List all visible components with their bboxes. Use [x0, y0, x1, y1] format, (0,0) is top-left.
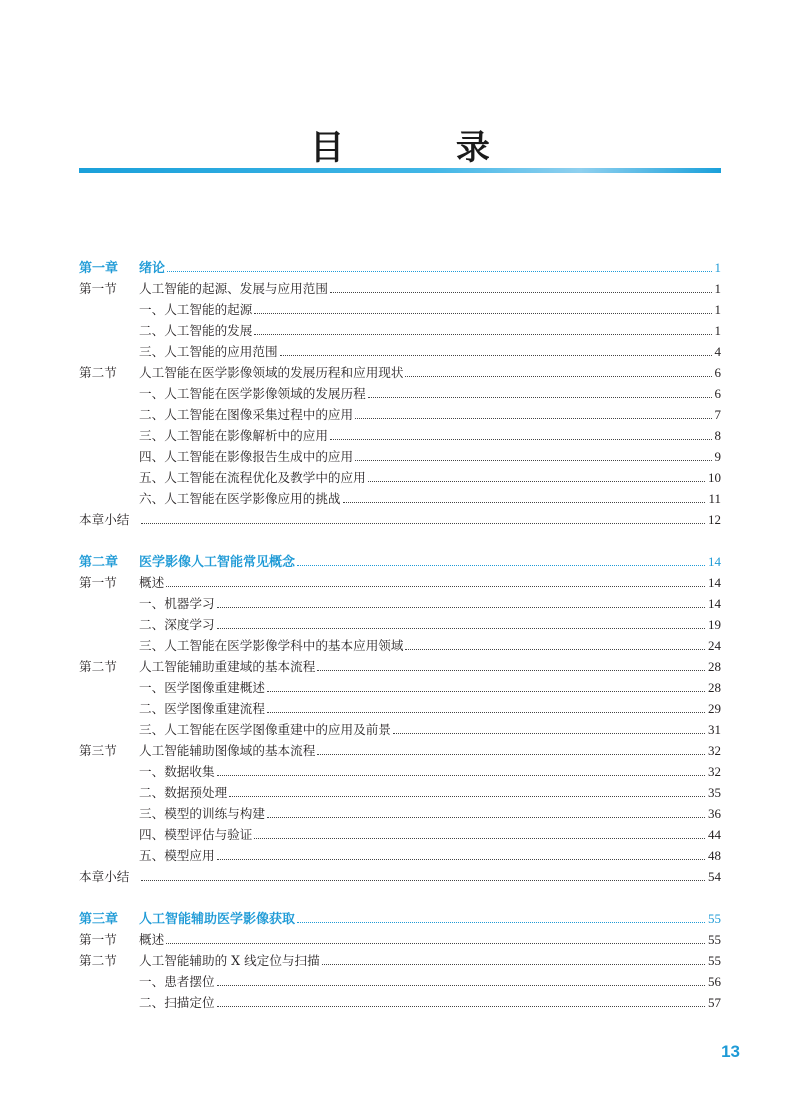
toc-entry-title: 一、医学图像重建概述 — [139, 680, 265, 695]
toc-entry-label: 第二节 — [79, 365, 117, 380]
dot-leader — [217, 859, 705, 860]
dot-leader — [330, 439, 712, 440]
toc-section-entry[interactable] — [79, 740, 721, 761]
toc-entry-title: 人工智能辅助重建域的基本流程 — [139, 659, 316, 674]
dot-leader — [267, 712, 705, 713]
dot-leader — [254, 334, 711, 335]
toc-entry-page: 48 — [708, 848, 721, 863]
toc-sub-entry[interactable] — [79, 635, 721, 656]
toc-sub-entry[interactable] — [79, 446, 721, 467]
toc-entry-page: 31 — [708, 722, 721, 737]
toc-entry-page: 19 — [708, 617, 721, 632]
toc-entry-title: 二、深度学习 — [139, 617, 215, 632]
toc-entry-page: 55 — [708, 932, 721, 947]
toc-section-entry[interactable] — [79, 950, 721, 971]
page-number: 13 — [721, 1042, 740, 1061]
toc-sub-entry[interactable] — [79, 320, 721, 341]
toc-entry-page: 44 — [708, 827, 721, 842]
toc-section-entry[interactable] — [79, 572, 721, 593]
dot-leader — [355, 418, 711, 419]
toc-entry-label: 本章小结 — [79, 512, 130, 527]
toc-entry-page: 10 — [708, 470, 721, 485]
toc-entry-title: 五、模型应用 — [139, 848, 215, 863]
toc-summary-entry[interactable] — [79, 866, 721, 887]
toc-entry-page: 36 — [708, 806, 721, 821]
toc-entry-title: 概述 — [139, 575, 165, 590]
title-divider — [79, 168, 721, 173]
table-of-contents — [79, 257, 721, 1013]
toc-entry-title: 三、人工智能在医学影像学科中的基本应用领域 — [139, 638, 404, 653]
toc-entry-page: 14 — [708, 575, 721, 590]
toc-entry-page: 14 — [708, 596, 721, 611]
toc-sub-entry[interactable] — [79, 593, 721, 614]
toc-entry-title: 一、人工智能的起源 — [139, 302, 253, 317]
toc-entry-title: 三、人工智能在医学图像重建中的应用及前景 — [139, 722, 391, 737]
toc-entry-page: 35 — [708, 785, 721, 800]
dot-leader — [217, 628, 705, 629]
toc-entry-title: 一、人工智能在医学影像领域的发展历程 — [139, 386, 366, 401]
toc-chapter-entry[interactable] — [79, 257, 721, 278]
toc-spacer — [79, 887, 721, 908]
toc-sub-entry[interactable] — [79, 299, 721, 320]
toc-chapter-entry[interactable] — [79, 908, 721, 929]
toc-entry-page: 57 — [708, 995, 721, 1010]
toc-entry-page: 14 — [708, 554, 721, 569]
toc-entry-page: 32 — [708, 764, 721, 779]
toc-entry-title: 二、扫描定位 — [139, 995, 215, 1010]
dot-leader — [166, 586, 705, 587]
dot-leader — [217, 775, 705, 776]
dot-leader — [254, 313, 711, 314]
toc-entry-title: 二、数据预处理 — [139, 785, 228, 800]
toc-entry-page: 12 — [708, 512, 721, 527]
toc-sub-entry[interactable] — [79, 698, 721, 719]
toc-sub-entry[interactable] — [79, 383, 721, 404]
toc-entry-label: 第一节 — [79, 281, 117, 296]
dot-leader — [267, 691, 705, 692]
dot-leader — [280, 355, 712, 356]
dot-leader — [405, 376, 711, 377]
toc-entry-title: 四、人工智能在影像报告生成中的应用 — [139, 449, 354, 464]
toc-entry-label: 第二节 — [79, 953, 117, 968]
toc-entry-label: 第三节 — [79, 743, 117, 758]
toc-sub-entry[interactable] — [79, 845, 721, 866]
toc-entry-title: 人工智能在医学影像领域的发展历程和应用现状 — [139, 365, 404, 380]
toc-entry-title: 二、人工智能的发展 — [139, 323, 253, 338]
dot-leader — [355, 460, 711, 461]
toc-entry-title: 一、机器学习 — [139, 596, 215, 611]
toc-entry-title: 人工智能辅助图像域的基本流程 — [139, 743, 316, 758]
toc-entry-title: 三、人工智能的应用范围 — [139, 344, 278, 359]
toc-entry-page: 32 — [708, 743, 721, 758]
toc-entry-title: 绪论 — [139, 261, 166, 276]
dot-leader — [141, 523, 705, 524]
toc-entry-title: 三、人工智能在影像解析中的应用 — [139, 428, 328, 443]
toc-section-entry[interactable] — [79, 929, 721, 950]
dot-leader — [217, 985, 705, 986]
toc-entry-label: 第二节 — [79, 659, 117, 674]
toc-entry-page: 1 — [714, 281, 721, 296]
toc-entry-label: 第一节 — [79, 575, 117, 590]
dot-leader — [368, 481, 705, 482]
toc-entry-page: 8 — [714, 428, 721, 443]
toc-entry-page: 28 — [708, 659, 721, 674]
toc-entry-page: 55 — [708, 911, 721, 926]
toc-entry-page: 55 — [708, 953, 721, 968]
toc-entry-page: 29 — [708, 701, 721, 716]
toc-entry-title: 人工智能的起源、发展与应用范围 — [139, 281, 328, 296]
toc-entry-page: 24 — [708, 638, 721, 653]
toc-sub-entry[interactable] — [79, 614, 721, 635]
toc-entry-title: 医学影像人工智能常见概念 — [139, 555, 296, 570]
dot-leader — [368, 397, 712, 398]
page-title: 目 录 — [310, 128, 540, 168]
toc-sub-entry[interactable] — [79, 761, 721, 782]
toc-entry-page: 11 — [708, 491, 721, 506]
dot-leader — [229, 796, 705, 797]
toc-spacer — [79, 530, 721, 551]
dot-leader — [317, 754, 705, 755]
toc-sub-entry[interactable] — [79, 719, 721, 740]
toc-entry-title: 四、模型评估与验证 — [139, 827, 253, 842]
toc-entry-label: 第三章 — [79, 912, 119, 927]
toc-chapter-entry[interactable] — [79, 551, 721, 572]
dot-leader — [297, 922, 705, 923]
toc-entry-title: 一、患者摆位 — [139, 974, 215, 989]
toc-sub-entry[interactable] — [79, 425, 721, 446]
toc-sub-entry[interactable] — [79, 824, 721, 845]
toc-entry-page: 4 — [714, 344, 721, 359]
toc-entry-page: 1 — [714, 260, 721, 275]
dot-leader — [267, 817, 705, 818]
toc-entry-page: 56 — [708, 974, 721, 989]
dot-leader — [317, 670, 705, 671]
dot-leader — [141, 880, 705, 881]
dot-leader — [405, 649, 705, 650]
toc-entry-title: 二、医学图像重建流程 — [139, 701, 265, 716]
toc-sub-entry[interactable] — [79, 803, 721, 824]
dot-leader — [217, 607, 705, 608]
dot-leader — [217, 1006, 705, 1007]
toc-entry-label: 第一章 — [79, 261, 119, 276]
dot-leader — [393, 733, 705, 734]
toc-sub-entry[interactable] — [79, 404, 721, 425]
toc-entry-page: 1 — [714, 302, 721, 317]
toc-entry-label: 第一节 — [79, 932, 117, 947]
dot-leader — [167, 271, 711, 272]
toc-entry-page: 28 — [708, 680, 721, 695]
toc-sub-entry[interactable] — [79, 971, 721, 992]
toc-entry-page: 54 — [708, 869, 721, 884]
toc-entry-title: 六、人工智能在医学影像应用的挑战 — [139, 491, 341, 506]
toc-summary-entry[interactable] — [79, 509, 721, 530]
toc-entry-page: 9 — [714, 449, 721, 464]
toc-entry-title: 一、数据收集 — [139, 764, 215, 779]
toc-section-entry[interactable] — [79, 656, 721, 677]
dot-leader — [322, 964, 705, 965]
toc-entry-label: 第二章 — [79, 555, 119, 570]
dot-leader — [330, 292, 712, 293]
toc-entry-title: 人工智能辅助医学影像获取 — [139, 912, 296, 927]
dot-leader — [166, 943, 705, 944]
dot-leader — [297, 565, 705, 566]
toc-sub-entry[interactable] — [79, 782, 721, 803]
toc-section-entry[interactable] — [79, 278, 721, 299]
dot-leader — [254, 838, 705, 839]
toc-entry-title: 三、模型的训练与构建 — [139, 806, 265, 821]
toc-entry-page: 7 — [714, 407, 721, 422]
toc-sub-entry[interactable] — [79, 677, 721, 698]
toc-entry-title: 概述 — [139, 932, 165, 947]
toc-entry-page: 1 — [714, 323, 721, 338]
toc-entry-page: 6 — [714, 365, 721, 380]
toc-sub-entry[interactable] — [79, 341, 721, 362]
toc-entry-title: 二、人工智能在图像采集过程中的应用 — [139, 407, 354, 422]
toc-entry-page: 6 — [714, 386, 721, 401]
toc-section-entry[interactable] — [79, 362, 721, 383]
toc-sub-entry[interactable] — [79, 467, 721, 488]
toc-sub-entry[interactable] — [79, 488, 721, 509]
toc-entry-title: 人工智能辅助的 X 线定位与扫描 — [139, 953, 320, 968]
toc-entry-label: 本章小结 — [79, 869, 130, 884]
toc-sub-entry[interactable] — [79, 992, 721, 1013]
dot-leader — [343, 502, 706, 503]
toc-entry-title: 五、人工智能在流程优化及教学中的应用 — [139, 470, 366, 485]
